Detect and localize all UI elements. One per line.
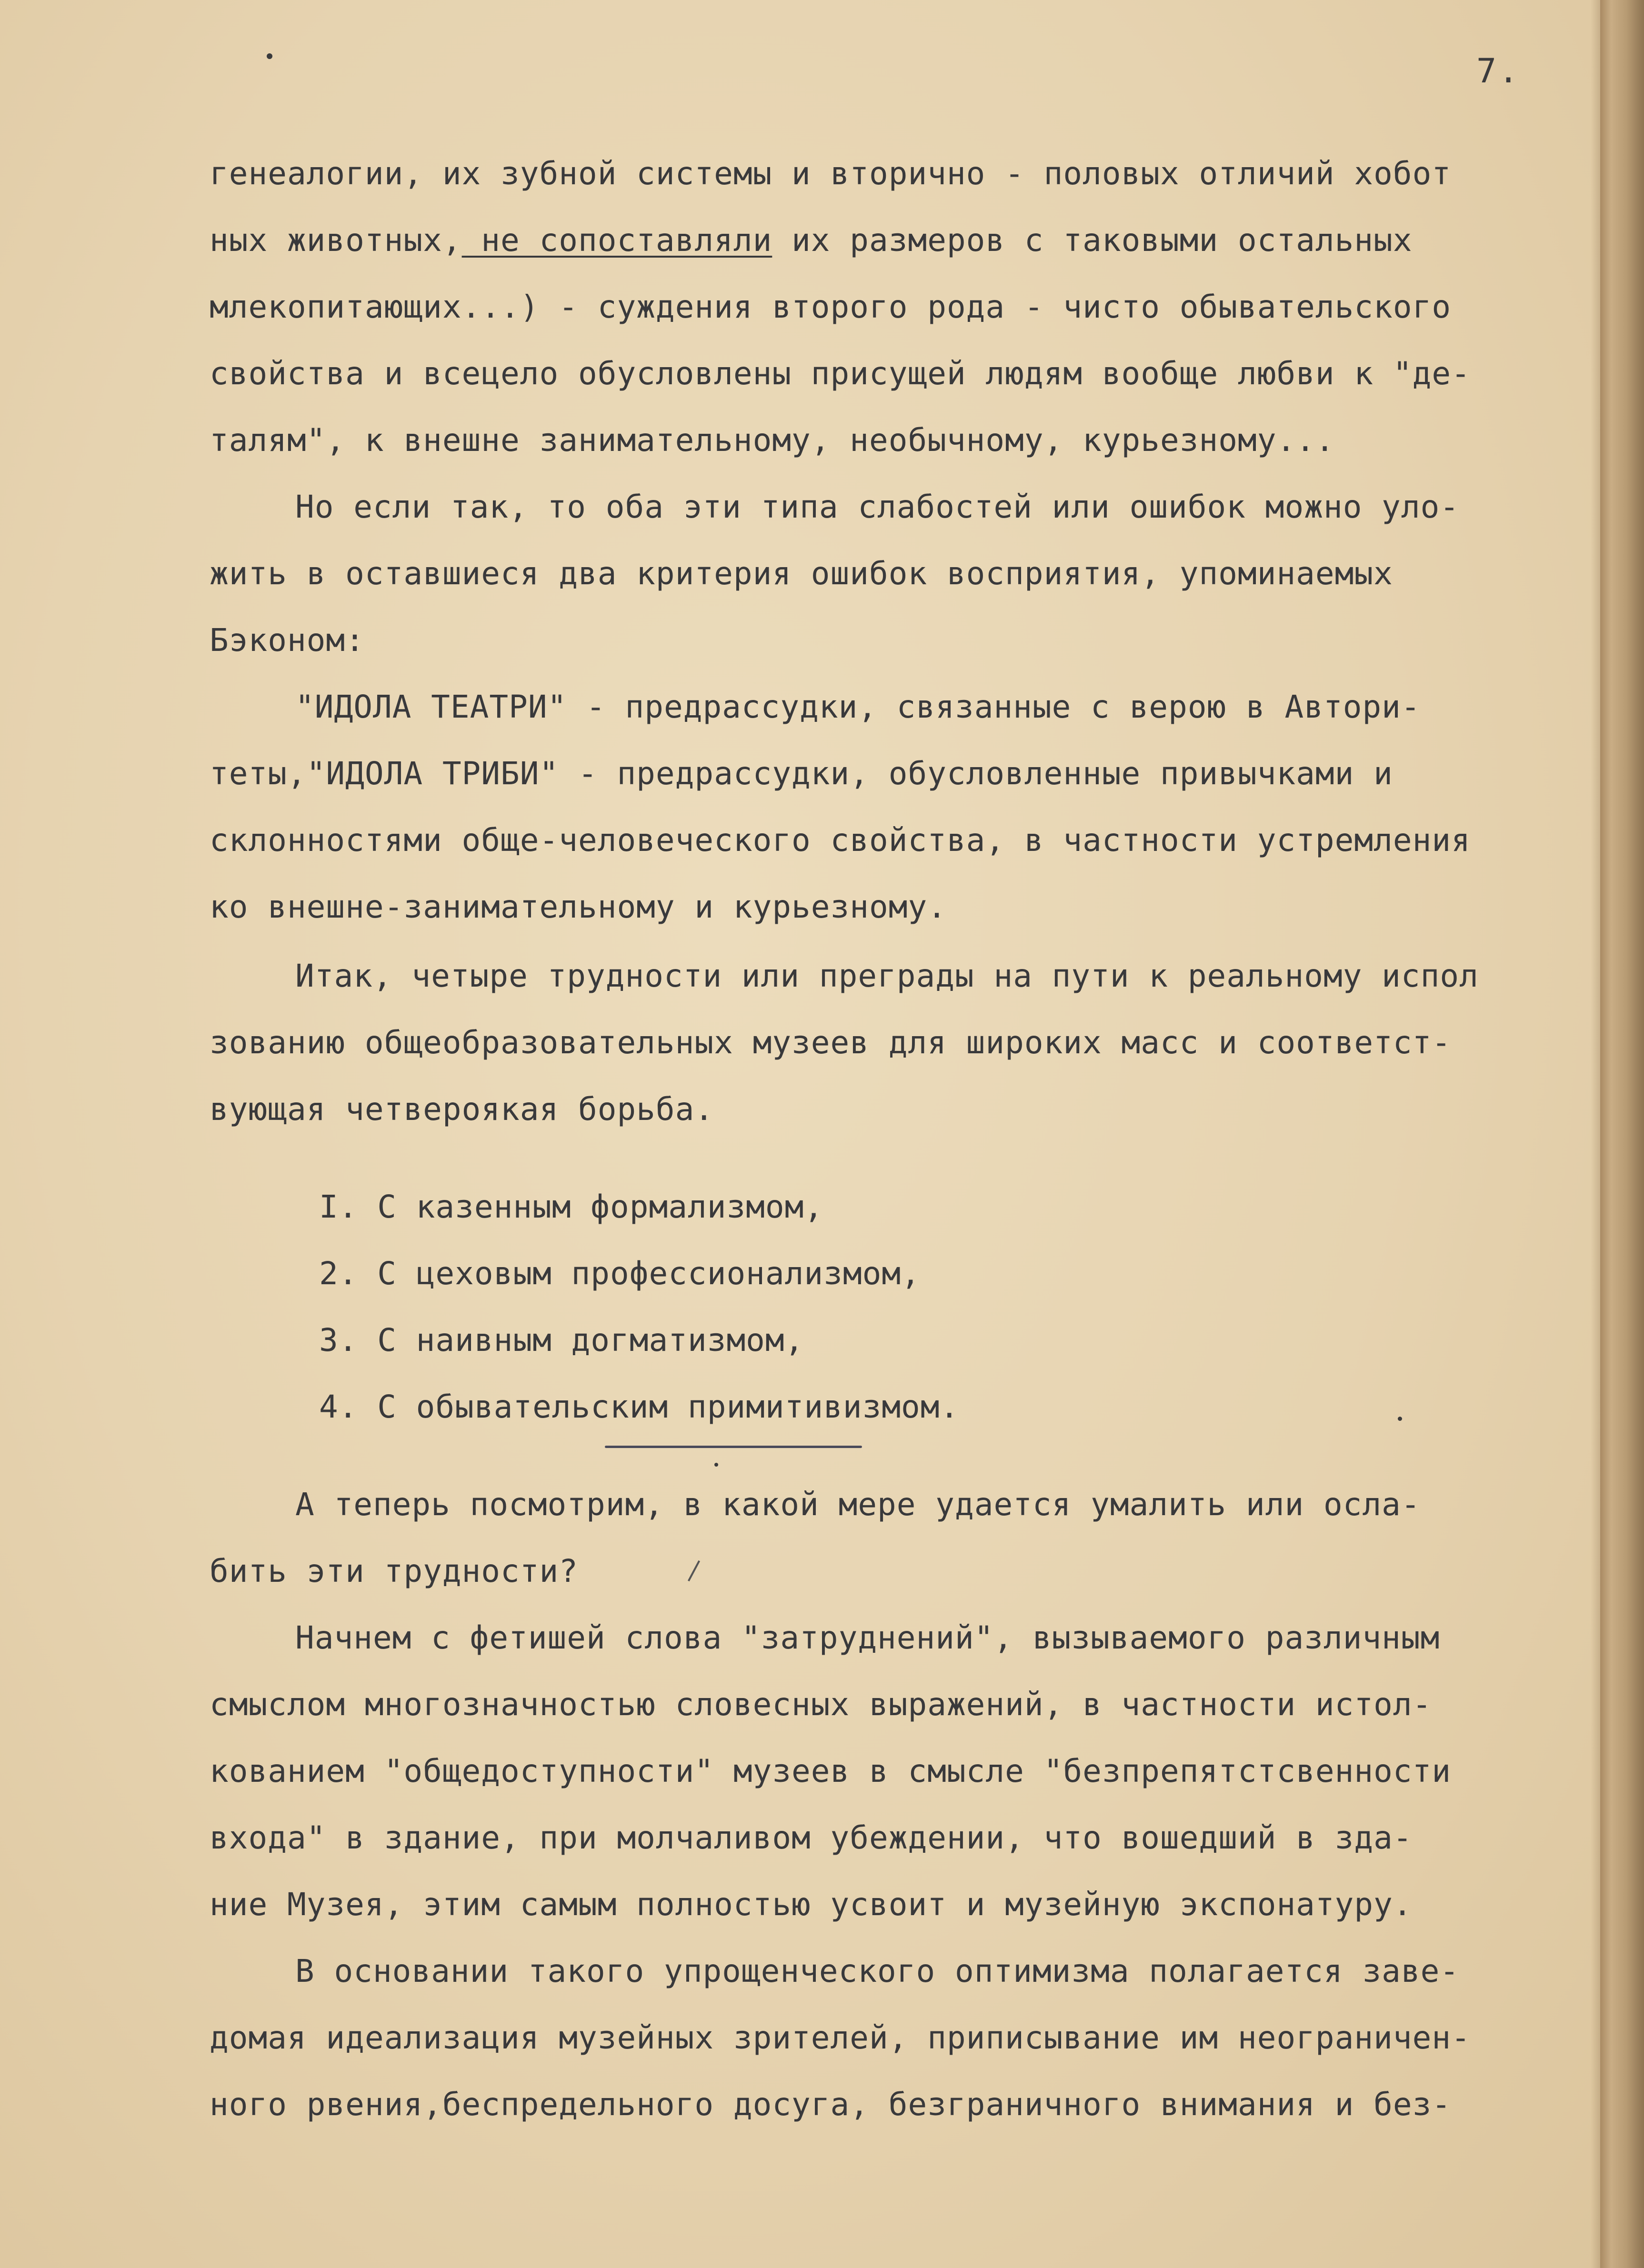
text-line: Бэконом: xyxy=(210,622,365,659)
text-line: теты,"ИДОЛА ТРИБИ" - предрассудки, обусловленные привычками и xyxy=(210,755,1393,792)
text-line: ко внешне-занимательному и курьезному. xyxy=(210,889,947,925)
text-line: млекопитающих...) - суждения второго рода - чисто обывательского xyxy=(210,289,1452,325)
text-line: Итак, четыре трудности или преграды на пути к реальному испол xyxy=(295,958,1479,994)
text-line: вующая четверoякая борьба. xyxy=(210,1091,714,1128)
page-edge xyxy=(1600,0,1644,2268)
text-line: зованию общеобразовательных музеев для широких масс и соответст- xyxy=(210,1024,1452,1061)
text-line: А теперь посмотрим, в какой мере удается умалить или осла- xyxy=(295,1486,1421,1523)
text-line: Начнем с фетишей слова "затруднений", вызываемого различным xyxy=(295,1619,1440,1656)
list-item: 3. С наивным догматизмом, xyxy=(319,1322,804,1359)
page-number: 7. xyxy=(1476,51,1521,90)
text-line: генеалогии, их зубной системы и вторично - половых отличий хобот xyxy=(210,155,1452,192)
text-line: домая идеализация музейных зрителей, приписывание им неограничен- xyxy=(210,2019,1471,2056)
list-item: I. С казенным формализмом, xyxy=(319,1189,824,1225)
text-line: жить в оставшиеся два критерия ошибок восприятия, упоминаемых xyxy=(210,555,1393,592)
text-line: Но если так, то оба эти типа слабостей или ошибок можно уло- xyxy=(295,489,1460,525)
text-line: входа" в здание, при молчаливом убеждении, что вошедший в зда- xyxy=(210,1819,1413,1856)
separator-rule xyxy=(605,1446,862,1448)
text-line: В основании такого упрощенческого оптимизма полагается заве- xyxy=(295,1953,1460,1989)
underlined-phrase: не сопоставляли xyxy=(461,222,772,259)
text-line: "ИДОЛА ТЕАТРИ" - предрассудки, связанные с верою в Автори- xyxy=(295,689,1421,725)
ink-dot-mark xyxy=(1398,1417,1402,1421)
pencil-tick-mark xyxy=(688,1560,700,1581)
text-line: свойства и всецело обусловлены присущей людям вообще любви к "де- xyxy=(210,355,1471,392)
text-line: склонностями обще-человеческого свойства, в частности устремления xyxy=(210,822,1471,859)
text-run: ных животных, xyxy=(210,222,462,259)
ink-dot-mark xyxy=(267,53,272,59)
list-item: 2. С цеховым профессионализмом, xyxy=(319,1255,921,1292)
text-line: ние Музея, этим самым полностью усвоит и музейную экспонатуру. xyxy=(210,1886,1413,1923)
text-line: бить эти трудности? xyxy=(210,1553,578,1589)
ink-dot-mark xyxy=(714,1463,718,1467)
text-run: их размеров с таковыми остальных xyxy=(772,222,1413,259)
text-line: талям", к внешне занимательному, необычному, курьезному... xyxy=(210,422,1335,459)
text-line: кованием "общедоступности" музеев в смысле "безпрепятстсвенности xyxy=(210,1753,1452,1789)
text-line: смыслом многозначностью словесных выражений, в частности истол- xyxy=(210,1686,1432,1723)
text-line: ного рвения,беспредельного досуга, безграничного внимания и без- xyxy=(210,2086,1452,2123)
list-item: 4. С обывательским примитивизмом. xyxy=(319,1389,960,1425)
text-line xyxy=(210,221,1413,260)
